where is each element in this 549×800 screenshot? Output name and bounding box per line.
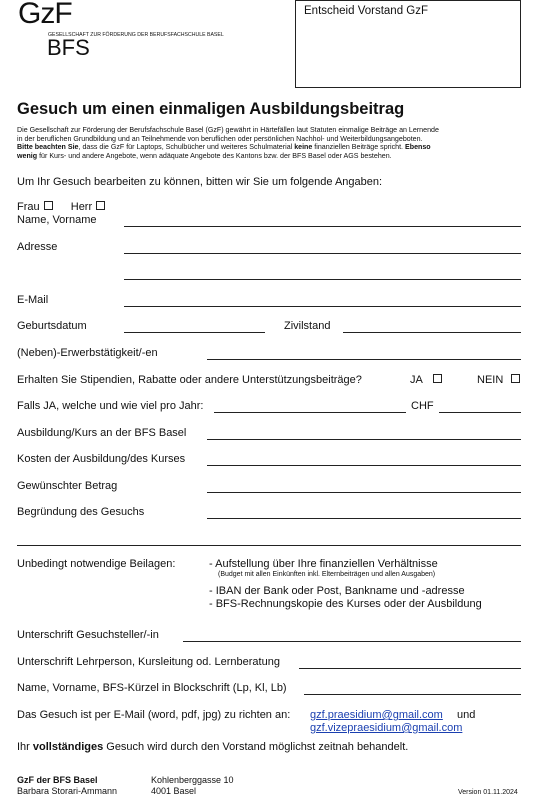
ausbildung-input-line[interactable] [207, 439, 521, 440]
ja-label: JA [410, 374, 423, 386]
adresse-input-line-1[interactable] [124, 253, 521, 254]
adresse-input-line-2[interactable] [124, 279, 521, 280]
sig-gesuchsteller-line[interactable] [183, 641, 521, 642]
betrag-label: Gewünschter Betrag [17, 480, 118, 492]
frau-checkbox[interactable] [44, 201, 53, 210]
closing-bold: vollständiges [32, 741, 104, 753]
nein-checkbox[interactable] [511, 374, 520, 383]
submit-text: Das Gesuch ist per E-Mail (word, pdf, jpg) zu richten an: [17, 709, 291, 721]
salutation-row [17, 201, 105, 214]
und-text: und [456, 709, 476, 721]
intro-line2: in der beruflichen Grundbildung und an Teilnehmende von beruflichen oder persönlichen Nachhol- und Weiterbildungsangeboten. [17, 134, 423, 143]
name-label: Name, Vorname [17, 214, 97, 226]
email-label: E-Mail [17, 294, 49, 306]
footer-org: GzF der BFS Basel [17, 775, 98, 785]
zivilstand-label: Zivilstand [284, 320, 331, 332]
logo-org-text: GESELLSCHAFT ZUR FÖRDERUNG DER BERUFSFACHSCHULE BASEL [48, 32, 224, 38]
sig-gesuchsteller-label: Unterschrift Gesuchsteller/-in [17, 629, 159, 641]
nein-option [477, 374, 520, 387]
beilagen-item-2: - IBAN der Bank oder Post, Bankname und -adresse [209, 585, 465, 597]
begruendung-input-line-1[interactable] [207, 518, 521, 519]
footer-street: Kohlenberggasse 10 [151, 775, 234, 785]
intro-note-line1 [17, 143, 527, 152]
sig-lehrperson-line[interactable] [299, 668, 521, 669]
footer-city: 4001 Basel [151, 786, 197, 796]
geburtsdatum-label: Geburtsdatum [17, 320, 87, 332]
blockschrift-label: Name, Vorname, BFS-Kürzel in Blockschrift (Lp, Kl, Lb) [17, 682, 287, 694]
begruendung-input-line-2[interactable] [17, 545, 521, 546]
closing-pre: Ihr [17, 741, 33, 753]
kosten-label: Kosten der Ausbildung/des Kurses [17, 453, 186, 465]
ja-option [410, 374, 442, 387]
intro-line1: Die Gesellschaft zur Förderung der Berufsfachschule Basel (GzF) gewährt in Härtefällen laut Statuten einmalige Beiträge an Lernende [17, 126, 439, 134]
name-input-line[interactable] [124, 226, 521, 227]
decision-box-label: Entscheid Vorstand GzF [304, 5, 429, 17]
ja-checkbox[interactable] [433, 374, 442, 383]
logo-top: GzF [18, 0, 72, 30]
closing-post: Gesuch wird durch den Vorstand möglichst zeitnah behandelt. [103, 741, 409, 753]
logo [18, 0, 224, 64]
chf-input-line[interactable] [439, 412, 521, 413]
decision-box[interactable] [295, 0, 521, 88]
email-input-line[interactable] [124, 306, 521, 307]
beilagen-label: Unbedingt notwendige Beilagen: [17, 558, 176, 570]
falls-ja-label: Falls JA, welche und wie viel pro Jahr: [17, 400, 204, 412]
email-link-praesidium[interactable]: gzf.praesidium@gmail.com [310, 709, 443, 721]
footer-version: Version 01.11.2024 [458, 789, 518, 796]
chf-label: CHF [411, 400, 434, 412]
ausbildung-label: Ausbildung/Kurs an der BFS Basel [17, 427, 187, 439]
geburtsdatum-input-line[interactable] [124, 332, 265, 333]
email-link-vizepraesidium[interactable]: gzf.vizepraesidium@gmail.com [310, 722, 463, 734]
note-bold: wenig [17, 151, 38, 160]
begruendung-label: Begründung des Gesuchs [17, 506, 145, 518]
intro-note-line2 [17, 152, 527, 161]
note-text: für Kurs- und andere Angebote, wenn adäquate Angebote des Kantons bzw. der BFS Basel oder AGS bestehen. [37, 151, 392, 160]
herr-label: Herr [70, 201, 93, 213]
nein-label: NEIN [477, 374, 504, 386]
falls-ja-input-line[interactable] [214, 412, 406, 413]
beilagen-item-1: - Aufstellung über Ihre finanziellen Verhältnisse [209, 558, 438, 570]
note-bold: keine [294, 143, 313, 152]
closing-line [17, 741, 408, 754]
frau-label: Frau [17, 201, 40, 213]
submit-emails [310, 709, 475, 722]
note-bold: Bitte beachten Sie [17, 143, 79, 152]
betrag-input-line[interactable] [207, 492, 521, 493]
herr-checkbox[interactable] [96, 201, 105, 210]
kosten-input-line[interactable] [207, 465, 521, 466]
erwerb-label: (Neben)-Erwerbstätigkeit/-en [17, 347, 158, 359]
stipendien-label: Erhalten Sie Stipendien, Rabatte oder andere Unterstützungsbeiträge? [17, 374, 362, 386]
beilagen-item-3: - BFS-Rechnungskopie des Kurses oder der Ausbildung [209, 598, 482, 610]
sig-lehrperson-label: Unterschrift Lehrperson, Kursleitung od. Lernberatung [17, 656, 280, 668]
beilagen-item-1-note: (Budget mit allen Einkünften inkl. Elternbeiträgen und allen Ausgaben) [218, 571, 436, 578]
footer-person: Barbara Storari-Ammann [17, 786, 118, 796]
note-text: , dass die GzF für Laptops, Schulbücher und weiteres Schulmaterial [78, 143, 295, 152]
erwerb-input-line[interactable] [207, 359, 521, 360]
note-text: finanziellen Beiträge spricht. [312, 143, 405, 152]
adresse-label: Adresse [17, 241, 58, 253]
zivilstand-input-line[interactable] [343, 332, 521, 333]
intro-paragraph [17, 126, 527, 160]
page-title: Gesuch um einen einmaligen Ausbildungsbeitrag [17, 100, 405, 118]
blockschrift-line[interactable] [304, 694, 521, 695]
note-bold: Ebenso [405, 143, 431, 152]
logo-bottom: BFS [47, 35, 90, 60]
request-line: Um Ihr Gesuch bearbeiten zu können, bitten wir Sie um folgende Angaben: [17, 176, 383, 188]
